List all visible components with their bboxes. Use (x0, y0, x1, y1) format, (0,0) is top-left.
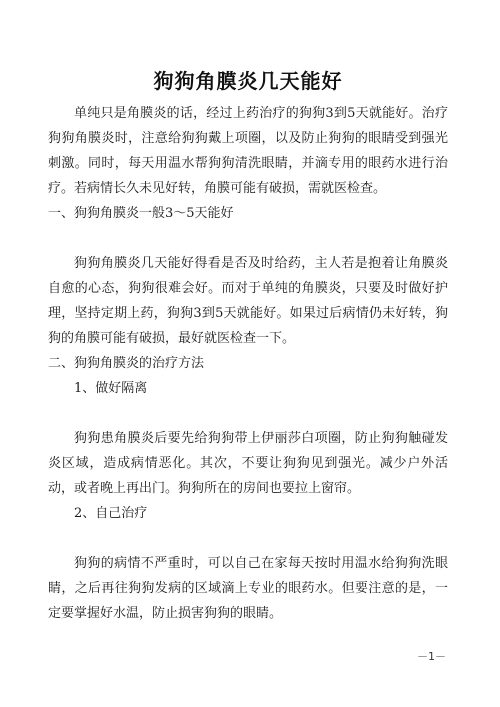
subsection-1-heading: 1、做好隔离 (74, 381, 148, 396)
subsection-1-paragraph: 狗狗患角膜炎后要先给狗狗带上伊丽莎白项圈，防止狗狗触碰发炎区域，造成病情恶化。其次，不要让狗狗见到强光。减少户外活动，或者晚上再出门。狗狗所在的房间也要拉上窗帘。 (48, 431, 448, 496)
section-2-heading: 二、狗狗角膜炎的治疗方法 (48, 356, 205, 371)
page-number: －1－ (417, 650, 446, 663)
subsection-2-paragraph: 狗狗的病情不严重时，可以自己在家每天按时用温水给狗狗洗眼睛，之后再往狗狗发病的区域滴上专业的眼药水。但要注意的是，一定要掌握好水温，防止损害狗狗的眼睛。 (48, 556, 448, 621)
page-title: 狗狗角膜炎几天能好 (153, 69, 343, 93)
section-1-paragraph: 狗狗角膜炎几天能好得看是否及时给药，主人若是抱着让角膜炎自愈的心态，狗狗很难会好。而对于单纯的角膜炎，只要及时做好护理，坚持定期上药，狗狗3到5天就能好。如果过后病情仍未好转，狗狗的角膜可能有破损，最好就医检查一下。 (48, 256, 448, 346)
subsection-2-heading: 2、自己治疗 (74, 506, 148, 521)
intro-paragraph: 单纯只是角膜炎的话，经过上药治疗的狗狗3到5天就能好。治疗狗狗角膜炎时，注意给狗狗戴上项圈，以及防止狗狗的眼睛受到强光刺激。同时，每天用温水帮狗狗清洗眼睛，并滴专用的眼药水进行治疗。若病情长久未见好转，角膜可能有破损，需就医检查。 (48, 106, 448, 196)
section-1-heading: 一、狗狗角膜炎一般3～5天能好 (48, 206, 234, 221)
